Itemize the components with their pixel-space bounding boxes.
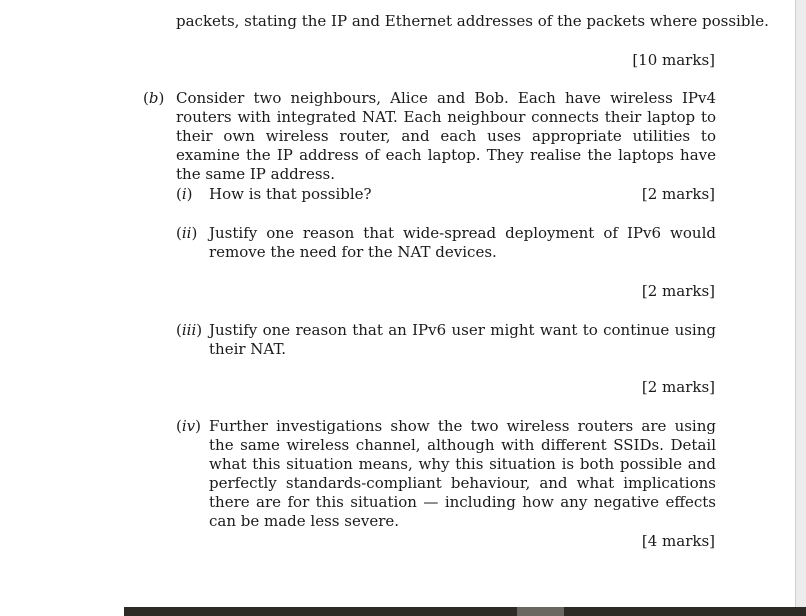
question-ii-numeral: ii <box>181 224 192 242</box>
part-a-marks: [10 marks] <box>632 51 715 69</box>
scrollbar-track[interactable] <box>124 607 806 616</box>
question-i-text: How is that possible? <box>209 185 372 203</box>
question-iv-text: Further investigations show the two wireless routers are using the same wireless channel, although with different SSIDs. Detail what this situation means, why this situation is both possible and perfectly standards-compliant behaviour, and what implications there are for this situation — including how any negative effects can be made less severe. <box>209 417 716 530</box>
part-b-intro: Consider two neighbours, Alice and Bob. Each have wireless IPv4 routers with integrated NAT. Each neighbour connects their laptop to their own wireless router, and each uses appropriate utilities to examine the IP address of each laptop. They realise the laptops have the same IP address. <box>176 89 716 183</box>
question-i-label: (i) <box>176 185 193 203</box>
question-i-marks: [2 marks] <box>641 185 715 203</box>
question-iv-label: (iv) <box>176 417 201 435</box>
scrollbar-thumb[interactable] <box>517 607 564 616</box>
horizontal-scrollbar[interactable] <box>0 607 806 616</box>
question-iii-marks: [2 marks] <box>641 378 715 396</box>
question-ii-text: Justify one reason that wide-spread deployment of IPv6 would remove the need for the NAT devices. <box>209 224 716 261</box>
question-iv-numeral: iv <box>181 417 196 435</box>
part-b-label: (b) <box>143 89 165 107</box>
question-iv-marks: [4 marks] <box>641 532 715 550</box>
question-ii-label: (ii) <box>176 224 198 242</box>
part-b-label-letter: b <box>148 89 159 107</box>
question-ii-marks: [2 marks] <box>641 282 715 300</box>
question-iii-text: Justify one reason that an IPv6 user might want to continue using their NAT. <box>209 321 716 358</box>
question-iii-numeral: iii <box>181 321 197 339</box>
question-iii-label: (iii) <box>176 321 203 339</box>
question-i-numeral: i <box>181 185 187 203</box>
part-a-last-line: packets, stating the IP and Ethernet addresses of the packets where possible. <box>176 12 769 30</box>
